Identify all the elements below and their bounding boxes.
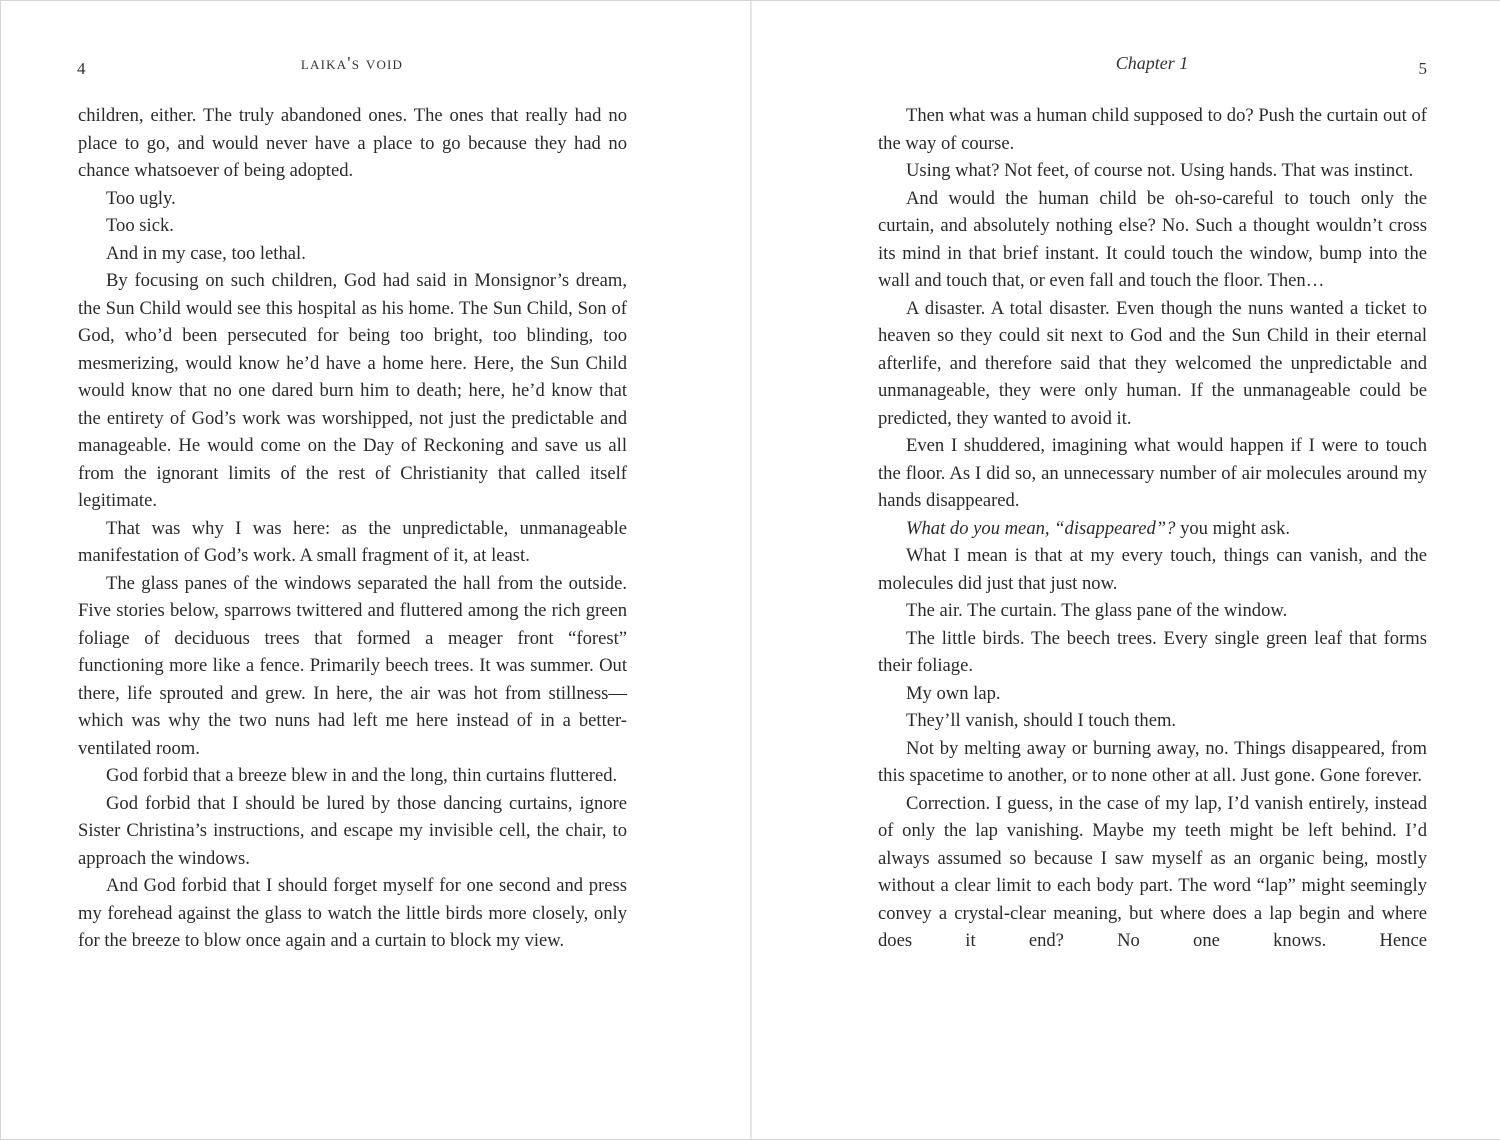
running-head-book-title: laika's void [300,53,404,73]
italic-phrase: What do you mean, “disappeared”? [906,517,1176,539]
paragraph: God forbid that a breeze blew in and the long, thin curtains fluttered. [106,765,618,786]
paragraph: Too ugly. [106,187,176,209]
paragraph: The little birds. The beech trees. Every single green leaf that forms their foliage. [878,627,1427,676]
paragraph: God forbid that I should be lured by those dancing curtains, ignore Sister Christina’s instructions, and escape my invisible cell, the chair, to approach the windows. [78,792,627,869]
paragraph: Not by melting away or burning away, no. Things disappeared, from this spacetime to another, or to none other at all. Just gone. Gone forever. [878,737,1427,786]
page-number: 4 [77,59,86,78]
paragraph: Correction. I guess, in the case of my lap, I’d vanish entirely, instead of only the lap vanishing. Maybe my teeth might be left behind. I’d always assumed so because I saw myself as an organic being, mostly without a clear limit to each body part. The word “lap” might seemingly convey a crystal-clear meaning, but where does a lap begin and where does it end? No one knows. Hence [878,792,1427,951]
left-page-header [77,53,627,83]
page-number: 5 [1418,59,1427,78]
right-page [752,1,1500,1139]
paragraph: A disaster. A total disaster. Even though the nuns wanted a ticket to heaven so they could sit next to God and the Sun Child in their eternal afterlife, and therefore said that they welcomed the unpredictable and unmanageable, they were only human. If the unmanageable could be predicted, they wanted to avoid it. [878,297,1427,429]
paragraph: And in my case, too lethal. [106,242,306,264]
left-page [1,1,751,1139]
paragraph: Even I shuddered, imagining what would happen if I were to touch the floor. As I did so, an unnecessary number of air molecules around my hands disappeared. [878,435,1427,511]
paragraph-rest: you might ask. [1175,517,1291,539]
paragraph: Then what was a human child supposed to do? Push the curtain out of the way of course. [878,105,1427,154]
paragraph: And would the human child be oh-so-careful to touch only the curtain, and absolutely nothing else? No. Such a thought wouldn’t cross its mind in that brief instant. It could touch the window, bump into the wall and touch that, or even fall and touch the floor. Then… [878,187,1427,291]
right-page-header [877,53,1427,83]
right-page-body [878,102,1427,955]
paragraph: Using what? Not feet, of course not. Using hands. That was instinct. [906,160,1414,181]
paragraph: That was why I was here: as the unpredictable, unmanageable manifestation of God’s work. A small fragment of it, at least. [78,517,627,566]
paragraph: Too sick. [106,215,174,236]
paragraph: By focusing on such children, God had said in Monsignor’s dream, the Sun Child would see this hospital as his home. The Sun Child, Son of God, who’d been persecuted for being too bright, too blinding, too mesmerizing, would know he’d have a home here. Here, the Sun Child would know that no one dared burn him to death; here, he’d know that the entirety of God’s work was worshipped, not just the predictable and manageable. He would come on the Day of Reckoning and save us all from the ignorant limits of the rest of Christianity that called itself legitimate. [78,270,627,511]
paragraph: The glass panes of the windows separated the hall from the outside. Five stories below, sparrows twittered and fluttered among the rich green foliage of deciduous trees that formed a meager front “forest” functioning more like a fence. Primarily beech trees. It was summer. Out there, life sprouted and grew. In here, the air was hot from stillness—which was why the two nuns had left me here instead of in a better-ventilated room. [78,572,627,759]
paragraph: And God forbid that I should forget myself for one second and press my forehead against the glass to watch the little birds more closely, only for the breeze to blow once again and a curtain to block my view. [78,875,627,951]
paragraph: The air. The curtain. The glass pane of the window. [906,600,1288,621]
paragraph: My own lap. [906,682,1001,704]
paragraph: They’ll vanish, should I touch them. [906,710,1177,731]
paragraph-with-italic [878,515,1427,543]
paragraph: children, either. The truly abandoned ones. The ones that really had no place to go, and would never have a place to go because they had no chance whatsoever of being adopted. [78,105,627,181]
left-page-body [78,102,627,955]
paragraph: What I mean is that at my every touch, things can vanish, and the molecules did just that just now. [878,545,1427,594]
running-head-chapter-title: Chapter 1 [1115,53,1189,73]
